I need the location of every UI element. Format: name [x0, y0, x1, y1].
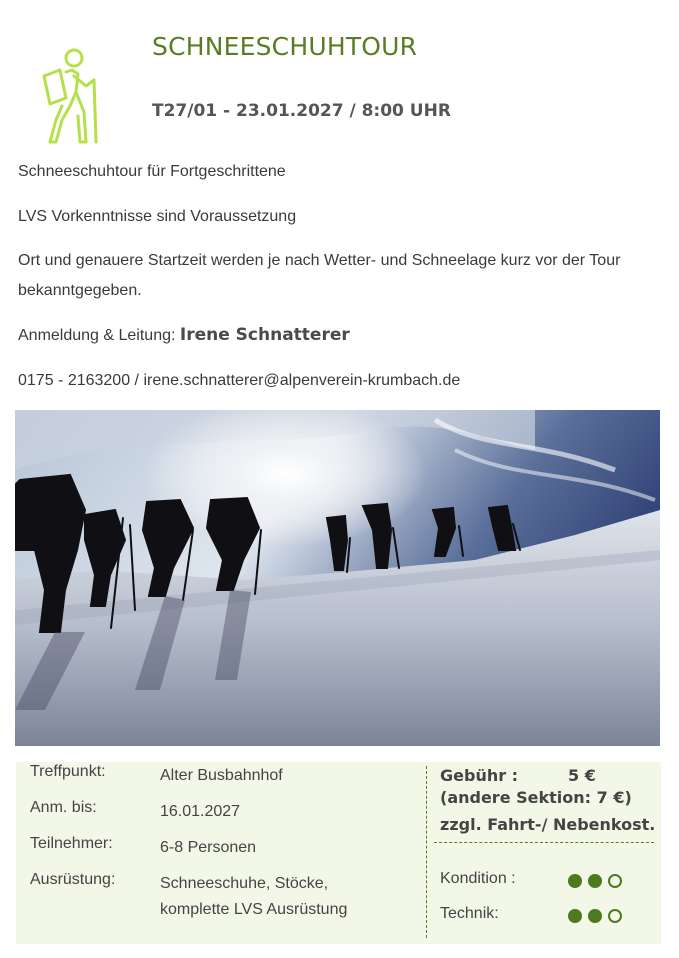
page-title: SCHNEESCHUHTOUR	[152, 32, 418, 61]
registration-label: Anm. bis:	[30, 799, 97, 816]
filled-circle-icon	[588, 909, 602, 923]
leader-name: Irene Schnatterer	[179, 325, 350, 345]
fee-other-section: (andere Sektion: 7 €)	[440, 788, 632, 807]
filled-circle-icon	[568, 874, 582, 888]
empty-circle-icon	[608, 874, 622, 888]
meeting-label: Treffpunkt:	[30, 763, 106, 780]
hiker-icon	[30, 46, 102, 146]
fee-value: 5 €	[568, 766, 596, 785]
filled-circle-icon	[568, 909, 582, 923]
description-level: Schneeschuhtour für Fortgeschrittene	[18, 163, 286, 180]
tour-photo	[15, 410, 660, 746]
equipment-value	[160, 871, 400, 923]
info-box	[16, 762, 661, 944]
description-requirement: LVS Vorkenntnisse sind Voraussetzung	[18, 208, 297, 225]
equipment-value-line-1: Schneeschuhe, Stöcke,	[160, 875, 329, 892]
rating-technique-label: Technik:	[440, 905, 499, 922]
fee-block	[440, 765, 655, 836]
meeting-value: Alter Busbahnhof	[160, 767, 283, 784]
rating-condition-label: Kondition :	[440, 870, 516, 887]
fee-label: Gebühr :	[440, 766, 519, 785]
description-start-info: Ort und genauere Startzeit werden je nach Wetter- und Schneelage kurz vor der Tour bekanntgegeben.	[18, 252, 621, 299]
contact-line: 0175 - 2163200 / irene.schnatterer@alpenverein-krumbach.de	[18, 372, 461, 389]
column-divider	[426, 766, 427, 938]
equipment-label: Ausrüstung:	[30, 871, 116, 888]
rating-condition-dots	[568, 872, 628, 890]
filled-circle-icon	[588, 874, 602, 888]
equipment-value-line-2: komplette LVS Ausrüstung	[160, 901, 348, 918]
participants-value: 6-8 Personen	[160, 839, 257, 856]
snowshoe-group-photo	[15, 410, 660, 746]
participants-label: Teilnehmer:	[30, 835, 113, 852]
fee-divider	[434, 842, 654, 843]
fee-extra: zzgl. Fahrt-/ Nebenkost.	[440, 815, 656, 834]
rating-technique-dots	[568, 907, 628, 925]
leader-line	[18, 320, 661, 351]
tour-date: T27/01 - 23.01.2027 / 8:00 UHR	[152, 101, 451, 121]
registration-value: 16.01.2027	[160, 803, 241, 820]
empty-circle-icon	[608, 909, 622, 923]
leader-label: Anmeldung & Leitung:	[18, 327, 180, 344]
